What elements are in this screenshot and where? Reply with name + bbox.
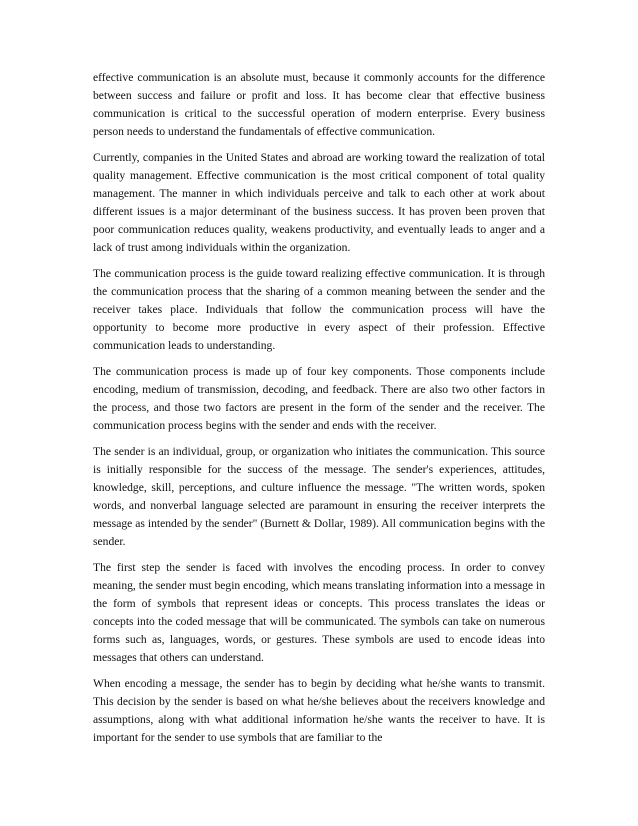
paragraph-1: effective communication is an absolute must, because it commonly accounts for the difference between success and failure or profit and loss. It has become clear that effective business communication is critical to the successful operation of modern enterprise. Every business person needs to understand the fundamentals of effective communication. [93,71,545,138]
paragraph-3: The communication process is the guide toward realizing effective communication. It is through the communication process that the sharing of a common meaning between the sender and the receiver takes place. Individuals that follow the communication process will have the opportunity to become more productive in every aspect of their profession. Effective communication leads to understanding. [93,267,545,352]
paragraph-5: The sender is an individual, group, or organization who initiates the communication. This source is initially responsible for the success of the message. The sender's experiences, attitudes, knowledge, skill, perceptions, and culture influence the message. "The written words, spoken words, and nonverbal language selected are paramount in ensuring the receiver interprets the message as intended by the sender" (Burnett & Dollar, 1989). All communication begins with the sender. [93,445,545,548]
paragraph-4: The communication process is made up of four key components. Those components include encoding, medium of transmission, decoding, and feedback. There are also two other factors in the process, and those two factors are present in the form of the sender and the receiver. The communication process begins with the sender and ends with the receiver. [93,365,545,432]
paragraph-7: When encoding a message, the sender has to begin by deciding what he/she wants to transmit. This decision by the sender is based on what he/she believes about the receivers knowledge and assumptions, along with what additional information he/she wants the receiver to have. It is important for the sender to use symbols that are familiar to the [93,677,545,744]
paragraph-6: The first step the sender is faced with involves the encoding process. In order to convey meaning, the sender must begin encoding, which means translating information into a message in the form of symbols that represent ideas or concepts. This process translates the ideas or concepts into the coded message that will be communicated. The symbols can take on numerous forms such as, languages, words, or gestures. These symbols are used to encode ideas into messages that others can understand. [93,561,545,664]
body-text [93,69,545,755]
paragraph-2: Currently, companies in the United States and abroad are working toward the realization of total quality management. Effective communication is the most critical component of total quality management. The manner in which individuals perceive and talk to each other at work about different issues is a major determinant of the business success. It has proven been proven that poor communication reduces quality, weakens productivity, and eventually leads to anger and a lack of trust among individuals within the organization. [93,151,545,254]
